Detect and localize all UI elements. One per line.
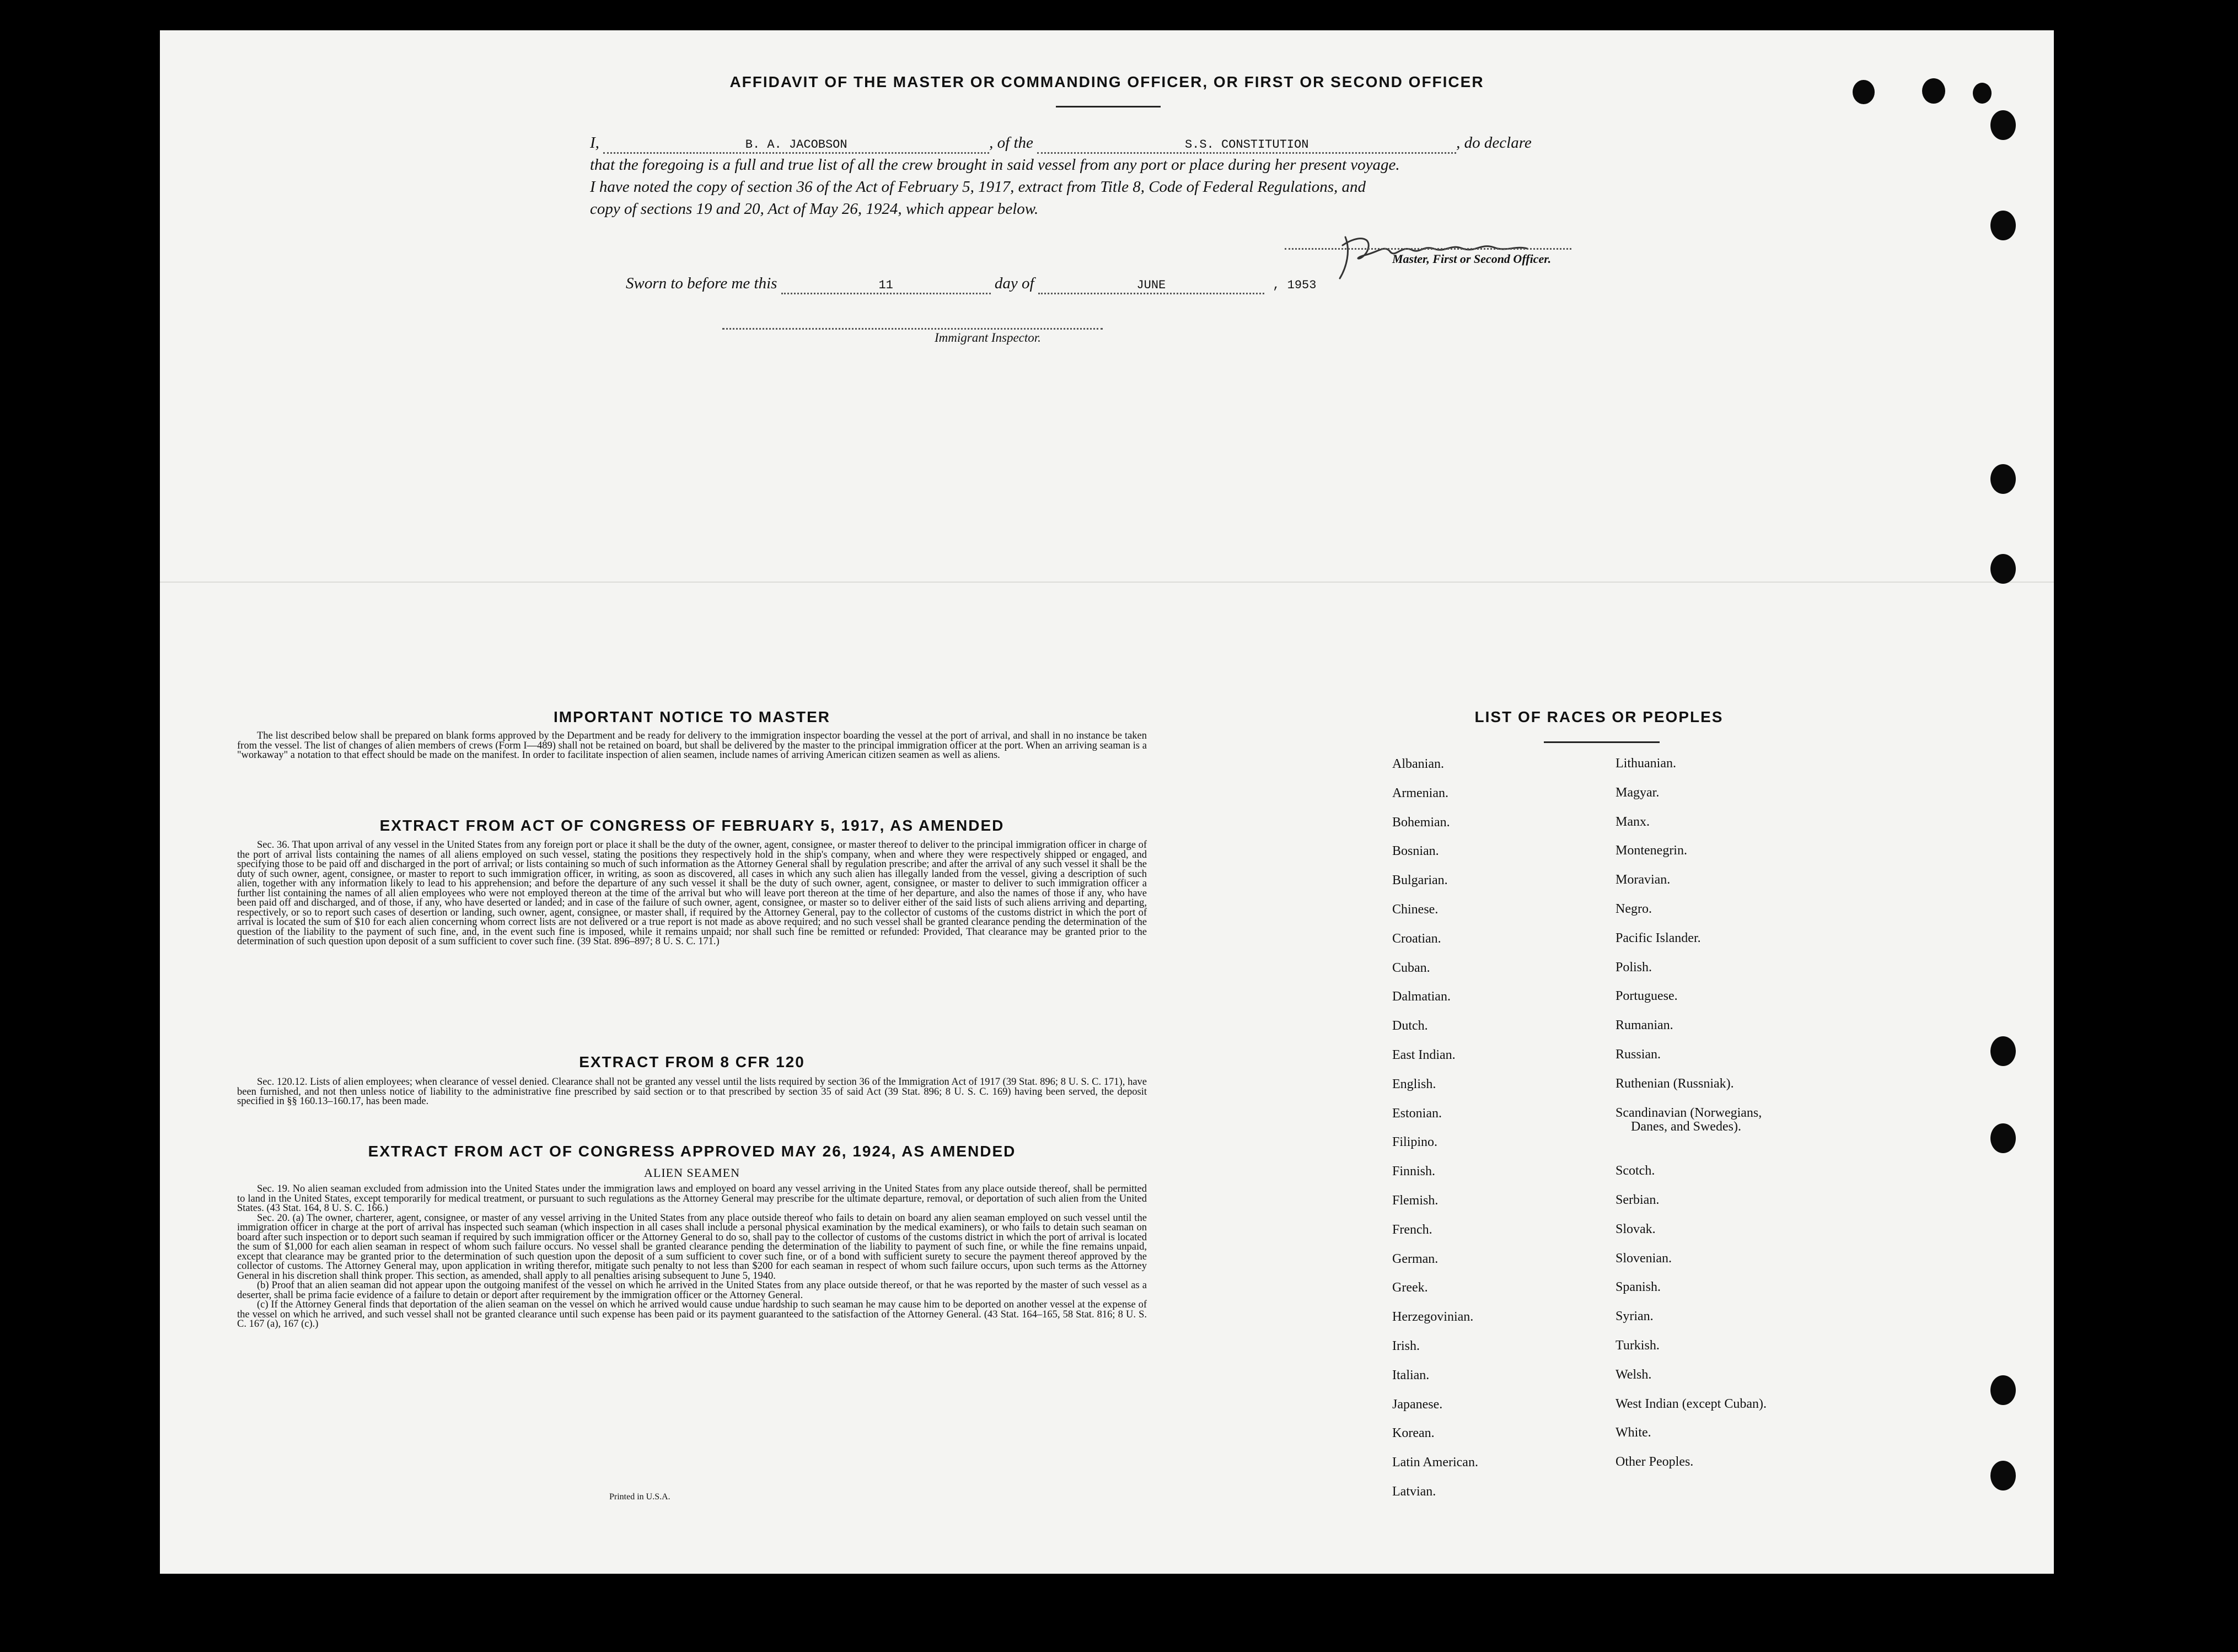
race-item: Armenian. xyxy=(1392,785,1448,800)
race-item: Slovenian. xyxy=(1616,1251,1672,1266)
race-item: German. xyxy=(1392,1251,1439,1266)
affidavit-line-4: copy of sections 19 and 20, Act of May 26, 1924, which appear below. xyxy=(590,200,1039,218)
form-page xyxy=(160,30,2054,1574)
race-item: Herzegovinian. xyxy=(1392,1310,1474,1325)
sec-20b-text: (b) Proof that an alien seaman did not appear upon the outgoing manifest of the vessel on which he arrived in the United States from any place outside thereof, or that he was reported by the master of such vessel as a deserter, shall be prima facie evidence of a failure to detain or deport after requirement by the immigration officer or the Attorney General. xyxy=(237,1280,1147,1301)
race-item: West Indian (except Cuban). xyxy=(1616,1396,1767,1411)
sworn-label: Sworn to before me this xyxy=(626,275,777,292)
alien-seamen-subtitle: ALIEN SEAMEN xyxy=(644,1166,740,1180)
race-item: White. xyxy=(1616,1425,1651,1440)
punch-hole xyxy=(1853,80,1875,104)
race-item: Other Peoples. xyxy=(1616,1455,1694,1470)
do-declare-label: , do declare xyxy=(1456,134,1532,152)
extract-1917-title: EXTRACT FROM ACT OF CONGRESS OF FEBRUARY 5, 1917, AS AMENDED xyxy=(379,817,1005,834)
signature-line xyxy=(1285,248,1571,250)
sworn-year: , 1953 xyxy=(1273,278,1317,292)
punch-hole xyxy=(1973,83,1992,104)
race-item: Syrian. xyxy=(1616,1309,1654,1324)
race-item: East Indian. xyxy=(1392,1048,1456,1062)
race-item: Latin American. xyxy=(1392,1455,1478,1470)
affidavit-title: AFFIDAVIT OF THE MASTER OR COMMANDING OFFICER, OR FIRST OR SECOND OFFICER xyxy=(729,73,1484,90)
title-rule xyxy=(1056,106,1161,107)
vessel-name: S.S. CONSTITUTION xyxy=(1037,138,1456,154)
sec-20c-text: (c) If the Attorney General finds that deportation of the alien seaman on the vessel on which he arrived would cause undue hardship to such seaman he may cause him to be deported on another vessel at the expense of the vessel on which he arrived, and such vessel shall not be granted clearance until such expense has been paid or its payment guaranteed to the satisfaction of the Attorney General. (43 Stat. 164–165, 58 Stat. 816; 8 U. S. C. 167 (a), 167 (c).) xyxy=(237,1299,1147,1330)
race-item: Italian. xyxy=(1392,1368,1430,1382)
inspector-line xyxy=(722,328,1103,330)
sworn-month: JUNE xyxy=(1038,278,1264,294)
race-item: Moravian. xyxy=(1616,873,1671,887)
race-item: Russian. xyxy=(1616,1047,1661,1062)
race-item: Spanish. xyxy=(1616,1280,1661,1295)
fold-crease xyxy=(160,582,2054,583)
race-item: Japanese. xyxy=(1392,1397,1443,1412)
race-item: Rumanian. xyxy=(1616,1018,1673,1033)
master-name: B. A. JACOBSON xyxy=(603,138,989,154)
race-item: Welsh. xyxy=(1616,1367,1652,1382)
extract-cfr-body xyxy=(237,1078,1147,1107)
extract-1924-body xyxy=(237,1185,1147,1330)
sworn-day: 11 xyxy=(781,278,991,294)
race-item: Magyar. xyxy=(1616,785,1660,800)
punch-hole xyxy=(1990,110,2016,140)
race-item: Montenegrin. xyxy=(1616,843,1687,858)
race-item: Greek. xyxy=(1392,1280,1428,1295)
of-the-label: , of the xyxy=(989,134,1033,152)
race-item: Irish. xyxy=(1392,1339,1420,1353)
race-item: Filipino. xyxy=(1392,1135,1438,1150)
race-item: Dutch. xyxy=(1392,1019,1428,1034)
signature-caption: Master, First or Second Officer. xyxy=(1392,252,1552,266)
sec-19-text: Sec. 19. No alien seaman excluded from admission into the United States under the immigration laws and employed on board any vessel arriving in the United States from any place outside thereof, shall be permitted to land in the United States, except temporarily for medical treatment, or pursuant to such regulations as the Attorney General may prescribe for the ultimate departure, removal, or deportation of such alien from the United States. (43 Stat. 164, 8 U. S. C. 166.) xyxy=(237,1183,1147,1214)
extract-1924-title: EXTRACT FROM ACT OF CONGRESS APPROVED MAY 26, 1924, AS AMENDED xyxy=(368,1143,1016,1160)
races-title: LIST OF RACES OR PEOPLES xyxy=(1474,708,1724,725)
race-item: Serbian. xyxy=(1616,1193,1660,1207)
extract-cfr-title: EXTRACT FROM 8 CFR 120 xyxy=(579,1053,805,1070)
notice-body xyxy=(237,731,1147,761)
races-title-rule xyxy=(1544,741,1660,743)
sec-120-text: Sec. 120.12. Lists of alien employees; when clearance of vessel denied. Clearance shall not be granted any vessel until the lists required by section 36 of the Immigration Act of 1917 (39 Stat. 896; 8 U. S. C. 171), have been furnished, and not then unless notice of liability to the administrative fine prescribed by said section or to that prescribed by section 35 of said Act (39 Stat. 896; 8 U. S. C. 169) having been served, the deposit specified in §§ 160.13–160.17, has been made. xyxy=(237,1077,1147,1107)
affidavit-line-3: I have noted the copy of section 36 of the Act of February 5, 1917, extract from Title 8, Code of Federal Regulations, and xyxy=(590,178,1366,196)
race-item: Finnish. xyxy=(1392,1164,1436,1179)
race-item: Scandinavian (Norwegians, Danes, and Swedes). xyxy=(1616,1105,1762,1134)
race-item: Croatian. xyxy=(1392,931,1441,946)
punch-hole xyxy=(1990,1461,2016,1490)
race-item: Manx. xyxy=(1616,814,1650,829)
punch-hole xyxy=(1990,464,2016,494)
notice-title: IMPORTANT NOTICE TO MASTER xyxy=(553,708,831,725)
punch-hole xyxy=(1922,78,1945,104)
i-label: I, xyxy=(590,134,599,152)
race-item: English. xyxy=(1392,1077,1436,1091)
race-item: Scotch. xyxy=(1616,1164,1655,1179)
punch-hole xyxy=(1990,1375,2016,1405)
notice-text: The list described below shall be prepared on blank forms approved by the Department and be ready for delivery to the immigration inspector boarding the vessel at the port of arrival, and shall in no instance be taken from the vessel. The list of changes of alien members of crews (Form I—489) shall not be retained on board, but shall be delivered by the master to the principal immigration officer at the port. When an arriving seaman is a "workaway" a notation to that effect should be made on the manifest. In order to facilitate inspection of alien seamen, include names of arriving American citizen seamen as well as aliens. xyxy=(237,730,1147,761)
affidavit-line-2: that the foregoing is a full and true list of all the crew brought in said vessel from any port or place during her present voyage. xyxy=(590,156,1400,174)
day-of-label: day of xyxy=(994,275,1034,292)
race-item: Latvian. xyxy=(1392,1484,1436,1499)
sec-36-text: Sec. 36. That upon arrival of any vessel in the United States from any foreign port or place it shall be the duty of the owner, agent, consignee, or master thereof to deliver to the principal immigration officer in charge of the port of arrival lists containing the names of all aliens employed on such vessel, stating the positions they respectively hold in the ship's company, when and where they were respectively shipped or engaged, and specifying those to be paid off and discharged in the port of arrival; or lists containing so much of such information as the Attorney General shall by regulation prescribe; and after the arrival of any such vessel it shall be the duty of such owner, agent, consignee, or master to report to such immigration officer, in writing, as soon as discovered, all cases in which any such alien has illegally landed from the vessel, giving a description of such alien, together with any information likely to lead to his apprehension; and before the departure of any such vessel it shall be the duty of such owner, agent, consignee, or master to deliver to such immigration officer a further list containing the names of all alien employees who were not employed thereon at the time of the arrival but who will leave port thereon at the time of her departure, and also the names of those if any, who have been paid off and discharged, and of those, if any, who have deserted or landed; and in case of the failure of such owner, agent, consignee, or master so to deliver either of the said lists of such aliens arriving and departing, respectively, or so to report such cases of desertion or landing, such owner, agent, consignee, or master shall, if required by the Attorney General, pay to the collector of customs of the customs district in which the port of arrival is located the sum of $10 for each alien concerning whom correct lists are not delivered or a true report is not made as above required; and no such vessel shall be granted clearance pending the determination of the question of the liability to the payment of such fine, and, in the event such fine is imposed, while it remains unpaid; nor shall such fine be remitted or refunded: Provided, That clearance may be granted prior to the determination of such question upon deposit of a sum sufficient to cover such fine. (39 Stat. 896–897; 8 U. S. C. 171.) xyxy=(237,840,1147,947)
race-item: Negro. xyxy=(1616,902,1652,916)
race-item: Bulgarian. xyxy=(1392,873,1448,888)
race-item: Chinese. xyxy=(1392,902,1439,917)
sworn-line xyxy=(626,275,1325,294)
race-item: Turkish. xyxy=(1616,1338,1660,1353)
race-item: Portuguese. xyxy=(1616,989,1678,1004)
sec-20a-text: Sec. 20. (a) The owner, charterer, agent, consignee, or master of any vessel arriving in the United States from any place outside thereof who fails to detain on board any alien seaman employed on such vessel until the immigration officer in charge at the port of arrival has inspected such seaman (which inspection in all cases shall include a personal physical examination by the medical examiners), or who fails to detain such seaman on board after such inspection or to deport such seaman if required by such immigration officer or the Attorney General to do so, shall pay to the collector of customs of the customs district in which the port of arrival is located the sum of $1,000 for each alien seaman in respect of whom such failure occurs. No vessel shall be granted clearance pending the determination of the liability to payment of such fine, or while the fine remains unpaid, except that clearance may be granted prior to the determination of such question upon the deposit of a sum sufficient to cover such fine, or of a bond with sufficient surety to secure the payment thereof approved by the collector of customs. The Attorney General may, upon application in writing therefor, mitigate such penalty to not less than $200 for each seaman in respect of whom such failure occurs, upon such terms as the Attorney General in his discretion shall think proper. This section, as amended, shall apply to all penalties arising subsequent to June 5, 1940. xyxy=(237,1212,1147,1282)
race-item: Flemish. xyxy=(1392,1193,1439,1208)
punch-hole xyxy=(1990,211,2016,240)
race-item: Dalmatian. xyxy=(1392,989,1451,1004)
punch-hole xyxy=(1990,554,2016,584)
master-signature xyxy=(1285,212,1571,289)
race-item: Polish. xyxy=(1616,960,1652,975)
race-item: Estonian. xyxy=(1392,1106,1442,1121)
affidavit-line-1 xyxy=(590,134,1532,154)
race-item: Korean. xyxy=(1392,1426,1435,1441)
race-item: Ruthenian (Russniak). xyxy=(1616,1076,1734,1091)
race-item: Bohemian. xyxy=(1392,815,1450,830)
race-item: Cuban. xyxy=(1392,960,1430,975)
race-item: Slovak. xyxy=(1616,1221,1656,1236)
race-item: Lithuanian. xyxy=(1616,756,1676,771)
punch-hole xyxy=(1990,1123,2016,1153)
punch-hole xyxy=(1990,1036,2016,1066)
printed-in-usa: Printed in U.S.A. xyxy=(609,1492,670,1502)
extract-1917-body xyxy=(237,841,1147,947)
race-item: Pacific Islander. xyxy=(1616,930,1701,945)
race-item: French. xyxy=(1392,1222,1432,1237)
race-item: Albanian. xyxy=(1392,757,1444,771)
inspector-caption: Immigrant Inspector. xyxy=(935,331,1041,345)
race-item: Bosnian. xyxy=(1392,844,1439,859)
